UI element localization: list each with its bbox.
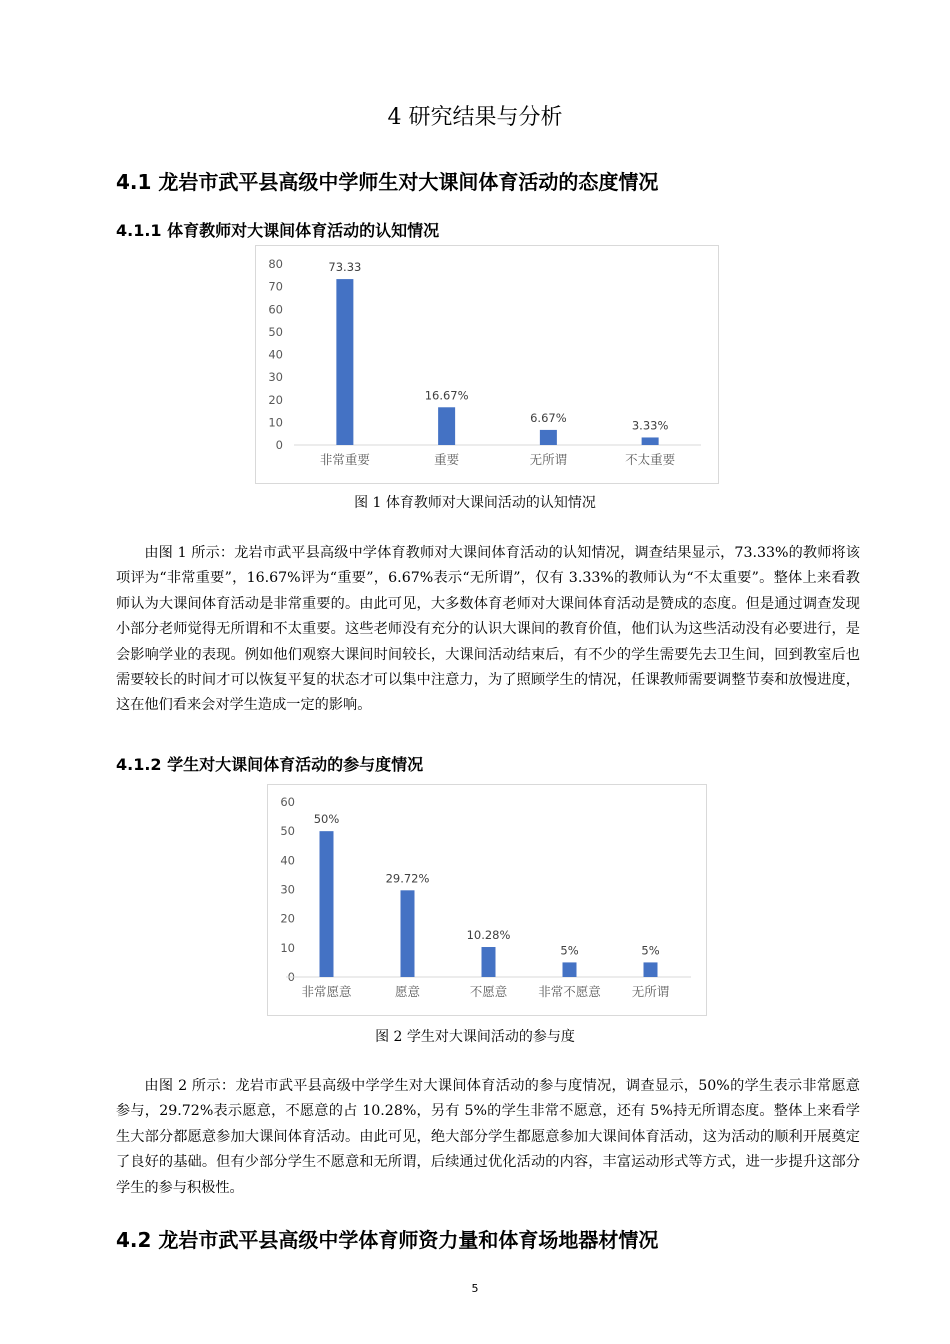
data-label: 29.72%: [385, 871, 430, 886]
figure-1-svg: [256, 246, 718, 483]
y-tick-label: 20: [280, 911, 295, 926]
data-label: 5%: [641, 943, 660, 958]
y-tick-label: 30: [280, 882, 295, 897]
y-tick-label: 60: [280, 795, 295, 809]
data-label: 73.33: [328, 260, 362, 275]
category-label: 愿意: [394, 984, 421, 999]
data-label: 50%: [313, 812, 340, 827]
bar: [540, 430, 557, 445]
data-label: 6.67%: [530, 410, 567, 425]
data-label: 10.28%: [466, 928, 511, 943]
y-tick-label: 50: [268, 324, 283, 339]
bar: [644, 962, 658, 977]
category-label: 非常重要: [319, 452, 370, 467]
category-label: 无所谓: [529, 452, 568, 467]
y-tick-label: 50: [280, 824, 295, 839]
y-tick-label: 20: [268, 392, 283, 407]
category-label: 重要: [434, 452, 460, 467]
bar: [642, 437, 659, 445]
category-label: 不太重要: [625, 452, 676, 467]
y-tick-label: 30: [268, 370, 283, 385]
bar: [336, 279, 353, 445]
y-tick-label: 40: [268, 347, 283, 362]
paragraph-1: 由图 1 所示：龙岩市武平县高级中学体育教师对大课间体育活动的认知情况，调查结果显示，73.33%的教师将该项评为“非常重要”，16.67%评为“重要”，6.67%表示“无所谓”，仅有 3.33%的教师认为“不太重要”。整体上来看教师认为大课间体育活动是非常重要的。由此可见，大多数体育老师对大课间体育活动是赞成的态度。但是通过调查发现小部分老师觉得无所谓和不太重要。这些老师没有充分的认识大课间的教育价值，他们认为这些活动没有必要进行，是会影响学业的表现。例如他们观察大课间时间较长，大课间活动结束后，有不少的学生需要先去卫生间，回到教室后也需要较长的时间才可以恢复平复的状态才可以集中注意力，为了照顾学生的情况，任课教师需要调整节奏和放慢进度，这在他们看来会对学生造成一定的影响。: [116, 545, 860, 714]
y-tick-label: 40: [280, 853, 295, 868]
bar: [563, 962, 577, 977]
bar: [482, 947, 496, 977]
category-label: 非常不愿意: [538, 984, 601, 999]
paragraph-2: 由图 2 所示：龙岩市武平县高级中学学生对大课间体育活动的参与度情况，调查显示，50%的学生表示非常愿意参与，29.72%表示愿意，不愿意的占 10.28%，另有 5%的学生非常不愿意，还有 5%持无所谓态度。整体上来看学生大部分都愿意参加大课间体育活动。由此可见，绝大部分学生都愿意参加大课间体育活动，这为活动的顺利开展奠定了良好的基础。但有少部分学生不愿意和无所谓，后续通过优化活动的内容，丰富运动形式等方式，进一步提升这部分学生的参与积极性。: [116, 1078, 860, 1196]
chapter-title: 4 研究结果与分析: [387, 105, 563, 130]
y-tick-label: 0: [287, 970, 295, 984]
bar: [438, 407, 455, 445]
data-label: 5%: [560, 943, 579, 958]
category-label: 不愿意: [469, 984, 508, 999]
y-tick-label: 80: [268, 257, 283, 271]
figure-1-caption: 图 1 体育教师对大课间活动的认知情况: [354, 495, 596, 511]
figure-1-chart: [255, 245, 719, 484]
category-label: 无所谓: [631, 984, 670, 999]
section-heading-4-1: 4.1 龙岩市武平县高级中学师生对大课间体育活动的态度情况: [116, 170, 659, 194]
y-tick-label: 0: [275, 438, 283, 452]
section-heading-4-2: 4.2 龙岩市武平县高级中学体育师资力量和体育场地器材情况: [116, 1228, 659, 1252]
data-label: 16.67%: [424, 388, 469, 403]
figure-2-chart: [267, 784, 707, 1016]
figure-2-caption: 图 2 学生对大课间活动的参与度: [375, 1029, 575, 1045]
subsection-heading-4-1-2: 4.1.2 学生对大课间体育活动的参与度情况: [116, 755, 424, 774]
y-tick-label: 10: [268, 415, 283, 430]
subsection-heading-4-1-1: 4.1.1 体育教师对大课间体育活动的认知情况: [116, 221, 440, 240]
category-label: 非常愿意: [301, 984, 352, 999]
bar: [320, 831, 334, 977]
figure-2-svg: [268, 785, 706, 1015]
y-tick-label: 10: [280, 940, 295, 955]
y-tick-label: 60: [268, 302, 283, 317]
bar: [401, 890, 415, 977]
page-number: 5: [471, 1282, 479, 1295]
y-tick-label: 70: [268, 279, 283, 294]
data-label: 3.33%: [631, 418, 669, 433]
